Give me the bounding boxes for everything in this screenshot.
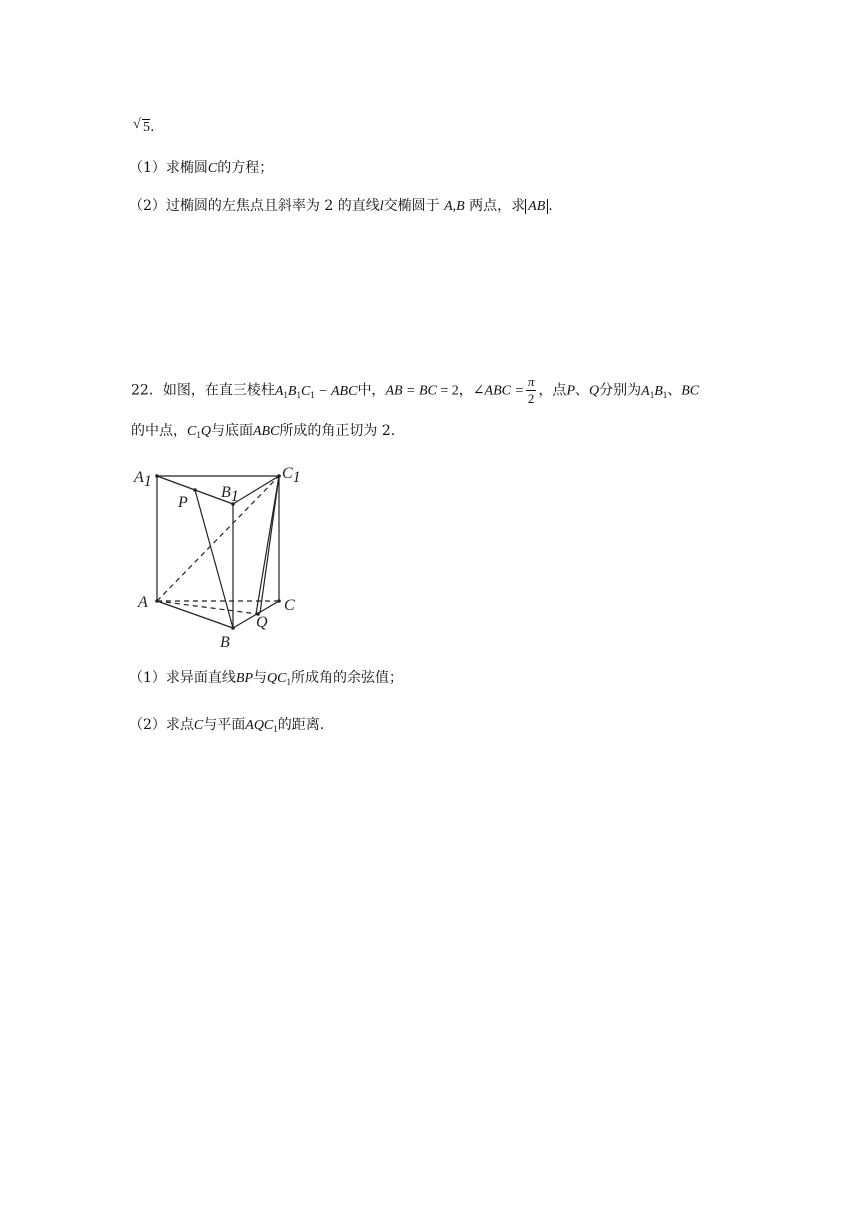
text: 与	[253, 670, 268, 686]
angle-expression: ∠ABC =	[472, 383, 524, 399]
point-B	[231, 626, 235, 630]
point-P	[193, 488, 197, 492]
abs-expression: AB	[525, 199, 548, 214]
text: 过椭圆的左焦点且斜率为 2 的直线	[165, 198, 380, 214]
text: 两点，求	[469, 198, 526, 214]
text: 、	[575, 382, 589, 399]
point-C	[277, 599, 281, 603]
text: 交椭圆于	[383, 198, 440, 214]
segment-C1Q: $C_1Q$	[187, 424, 211, 440]
math-var: A,B	[444, 199, 465, 214]
label-P: P	[178, 494, 188, 511]
text: ，	[458, 382, 473, 399]
text: 的距离.	[277, 717, 325, 733]
text: 求椭圆	[165, 160, 208, 176]
segment-C1-Q-right	[260, 476, 279, 613]
math-var: C	[207, 161, 218, 176]
text: 的方程；	[217, 160, 274, 176]
hidden-segment-A-Q	[157, 601, 258, 614]
radicand: 5	[143, 120, 150, 135]
math-var: P	[566, 383, 575, 399]
label-A1: A1	[134, 469, 152, 490]
label-C1: C1	[282, 465, 301, 486]
segment-QC1: $QC_1$	[267, 671, 291, 687]
math-var: Q	[589, 383, 600, 399]
fraction-pi-over-2: $\frac{\pi}{2}$	[527, 374, 535, 406]
plane-AQC1: $AQC_1$	[245, 718, 278, 734]
text: 中，	[357, 382, 386, 399]
label-B1: B1	[221, 484, 239, 505]
text: ，点	[538, 382, 567, 399]
point-A1	[155, 474, 159, 478]
text: 的中点，	[131, 423, 187, 439]
label-A: A	[138, 594, 148, 611]
text: 所成角的余弦值；	[290, 670, 403, 686]
period: .	[548, 198, 553, 214]
text: 所成的角正切为 2.	[279, 423, 396, 439]
text: 求异面直线	[165, 670, 236, 686]
text: 分别为	[599, 382, 642, 399]
sqrt-expression	[133, 118, 150, 138]
q22-part1	[129, 668, 403, 692]
segment-BC: BC	[681, 383, 700, 399]
text: 求点	[165, 717, 194, 733]
text: 与平面	[203, 717, 246, 733]
label-Q: Q	[256, 614, 268, 631]
plane-ABC: ABC	[252, 424, 280, 439]
q22-statement-line1	[131, 374, 699, 407]
q21-part2	[129, 196, 553, 217]
q22-part2	[129, 715, 324, 739]
segment-BP: BP	[235, 671, 254, 686]
edge-A-B	[157, 601, 233, 628]
question-number: 22．如图，在直三棱柱	[131, 382, 275, 399]
segment-P-B	[195, 490, 233, 628]
point-C-var: C	[193, 718, 204, 733]
point-A	[155, 599, 159, 603]
part-number: （2）	[129, 717, 166, 733]
segment-A1B1: $A_1B_1$	[641, 383, 668, 400]
q21-part1	[129, 158, 273, 179]
radical-sign: √	[133, 117, 141, 132]
prism-name: $A_1B_1C_1$ − ABC	[274, 383, 358, 400]
period: .	[150, 119, 155, 135]
label-C: C	[284, 597, 295, 614]
prism-figure	[128, 456, 308, 652]
label-B: B	[220, 634, 230, 651]
part-number: （1）	[129, 670, 166, 686]
part-number: （2）	[129, 198, 166, 214]
sqrt-five-line	[133, 117, 154, 138]
math-var: l	[379, 199, 384, 214]
text: 与底面	[210, 423, 253, 439]
equation-value: = 2	[436, 383, 459, 399]
equation: AB = BC	[385, 383, 437, 399]
text: 、	[667, 382, 682, 399]
point-C1	[277, 474, 281, 478]
q22-statement-line2	[131, 421, 395, 445]
part-number: （1）	[129, 160, 166, 176]
edge-B1-C1	[233, 476, 279, 504]
